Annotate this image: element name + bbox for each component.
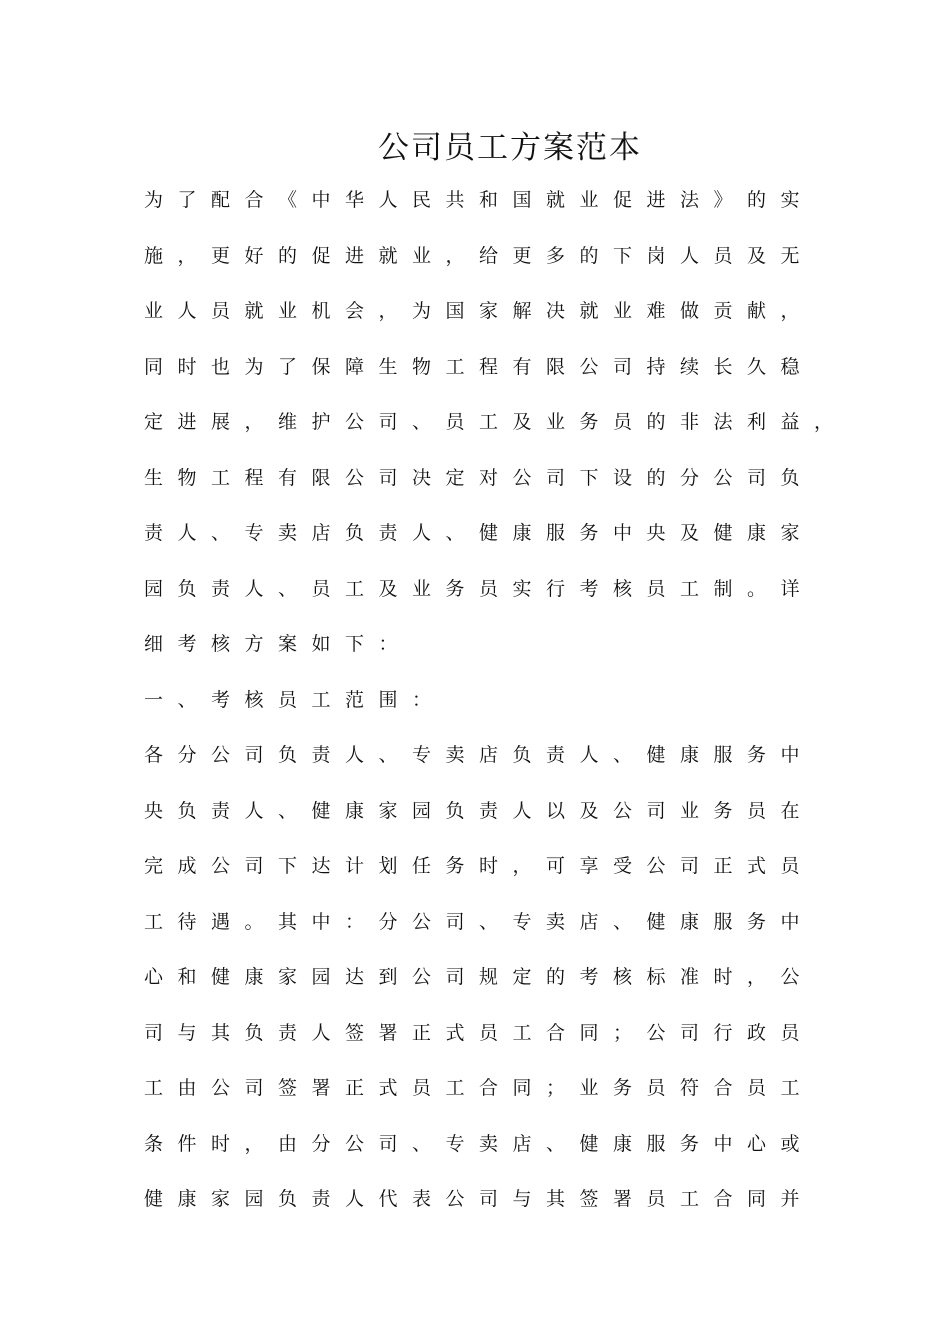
body-line: 央负责人、健康家园负责人以及公司业务员在 [144, 799, 815, 822]
body-line: 心和健康家园达到公司规定的考核标准时，公 [144, 966, 815, 988]
body-line: 完成公司下达计划任务时，可享受公司正式员 [144, 855, 815, 877]
document-body [144, 180, 848, 1235]
body-line: 为了配合《中华人民共和国就业促进法》的实 [144, 189, 815, 211]
body-line: 生物工程有限公司决定对公司下设的分公司负 [144, 466, 815, 489]
body-line: 定进展，维护公司、员工及业务员的非法利益， [144, 411, 848, 433]
body-line: 业人员就业机会，为国家解决就业难做贡献， [144, 300, 815, 322]
body-line: 各分公司负责人、专卖店负责人、健康服务中 [144, 744, 815, 766]
body-line: 施，更好的促进就业，给更多的下岗人员及无 [144, 244, 815, 267]
body-line: 同时也为了保障生物工程有限公司持续长久稳 [144, 355, 815, 378]
body-line: 健康家园负责人代表公司与其签署员工合同并 [144, 1188, 815, 1210]
body-line: 园负责人、员工及业务员实行考核员工制。详 [144, 577, 815, 600]
document-title: 公司员工方案范本 [378, 130, 642, 166]
body-line: 细考核方案如下： [144, 633, 413, 655]
section-heading: 一、考核员工范围： [144, 688, 446, 711]
body-line: 司与其负责人签署正式员工合同；公司行政员 [144, 1021, 815, 1044]
body-line: 条件时，由分公司、专卖店、健康服务中心或 [144, 1132, 815, 1155]
body-line: 工待遇。其中：分公司、专卖店、健康服务中 [144, 910, 815, 933]
body-line: 责人、专卖店负责人、健康服务中央及健康家 [144, 522, 815, 544]
body-line: 工由公司签署正式员工合同；业务员符合员工 [144, 1077, 815, 1099]
